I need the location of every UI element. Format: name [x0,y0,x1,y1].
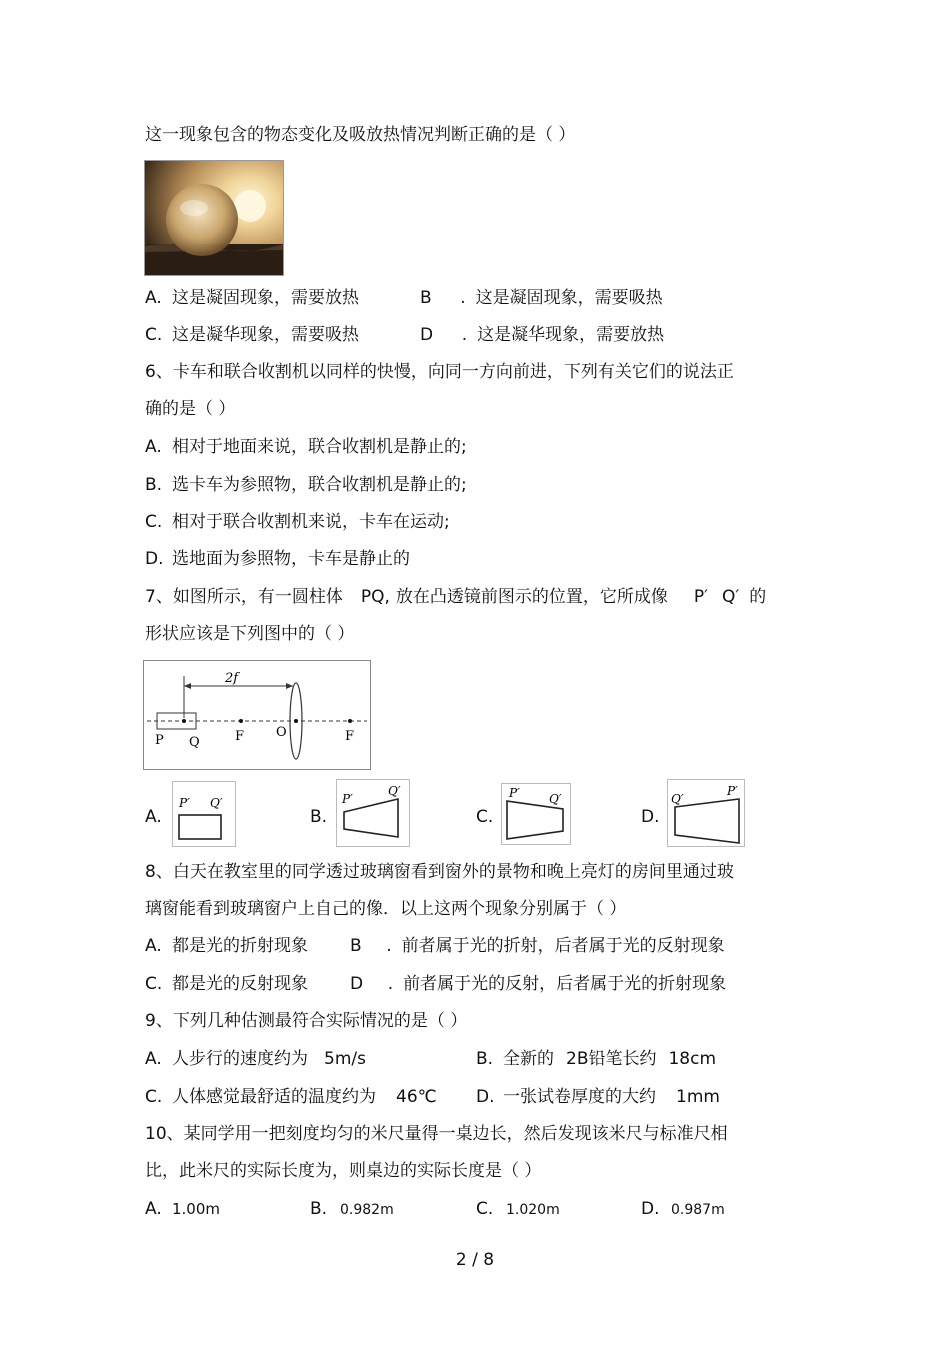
label-2f: 2f [225,671,239,686]
q6-stem-line1: 6、卡车和联合收割机以同样的快慢，向同一方向前进，下列有关它们的说法正 [145,362,734,382]
q9-option-d[interactable]: D. 一张试卷厚度的大约 1mm [476,1087,720,1107]
q8-option-c[interactable]: C. 都是光的反射现象 [145,974,308,994]
q7-stem-line2: 形状应该是下列图中的（ ） [145,624,355,644]
q7-option-c-letter[interactable]: C. [476,807,494,827]
q6-option-a[interactable]: A. 相对于地面来说，联合收割机是静止的; [145,437,467,457]
q10-stem-line1: 10、某同学用一把刻度均匀的米尺量得一桌边长，然后发现该米尺与标准尺相 [145,1124,728,1144]
q10-option-b[interactable]: B. 0.982m [310,1199,394,1219]
svg-text:P′: P′ [727,784,738,798]
q9-stem: 9、下列几种估测最符合实际情况的是（ ） [145,1011,468,1031]
label-f-right: F [345,729,355,744]
q9-option-c[interactable]: C. 人体感觉最舒适的温度约为 46℃ [145,1087,437,1107]
q6-option-c[interactable]: C. 相对于联合收割机来说，卡车在运动; [145,512,450,532]
q7-stem-line1: 7、如图所示，有一圆柱体 PQ, 放在凸透镜前图示的位置，它所成像 P′ Q′ 的 [145,587,767,607]
q8-option-b[interactable]: B . 前者属于光的折射，后者属于光的反射现象 [350,936,725,956]
q8-option-d[interactable]: D . 前者属于光的反射，后者属于光的折射现象 [350,974,727,994]
q7-option-d-letter[interactable]: D. [641,807,660,827]
q5-stem: 这一现象包含的物态变化及吸放热情况判断正确的是（ ） [145,125,576,145]
q7-option-b-figure[interactable] [336,779,410,847]
q7-option-d-figure[interactable] [667,779,745,847]
page-number: 2 / 8 [455,1250,495,1270]
q7-option-c-figure[interactable] [501,783,571,845]
svg-text:P′: P′ [342,792,353,806]
label-q: Q [189,735,200,750]
svg-text:Q′: Q′ [549,792,562,806]
lens-diagram [143,660,371,770]
q8-option-a[interactable]: A. 都是光的折射现象 [145,936,308,956]
q8-stem-line1: 8、白天在教室里的同学透过玻璃窗看到窗外的景物和晚上亮灯的房间里通过玻 [145,862,734,882]
q7-option-a-letter[interactable]: A. [145,807,162,827]
q7-option-b-letter[interactable]: B. [310,807,328,827]
q5-option-c[interactable]: C. 这是凝华现象，需要吸热 [145,325,359,345]
svg-text:P′: P′ [509,786,520,800]
q6-option-d[interactable]: D. 选地面为参照物，卡车是静止的 [145,549,410,569]
q5-option-b[interactable]: B . 这是凝固现象，需要吸热 [420,288,663,308]
q10-option-d[interactable]: D. 0.987m [641,1199,725,1219]
svg-text:Q′: Q′ [388,784,401,798]
q10-option-a[interactable]: A. 1.00m [145,1199,221,1219]
q6-option-b[interactable]: B. 选卡车为参照物，联合收割机是静止的; [145,475,467,495]
frozen-bubble-photo [144,160,284,276]
q10-stem-line2: 比，此米尺的实际长度为，则桌边的实际长度是（ ） [145,1161,542,1181]
q5-option-d[interactable]: D . 这是凝华现象，需要放热 [420,325,665,345]
q9-option-a[interactable]: A. 人步行的速度约为 5m/s [145,1049,366,1069]
svg-text:Q′: Q′ [210,796,223,810]
q6-stem-line2: 确的是（ ） [145,399,236,419]
svg-text:Q′: Q′ [671,792,684,806]
q8-stem-line2: 璃窗能看到玻璃窗户上自己的像．以上这两个现象分别属于（ ） [145,899,627,919]
label-p: P [155,733,164,748]
q9-option-b[interactable]: B. 全新的 2B铅笔长约 18cm [476,1049,717,1069]
label-f-left: F [235,729,245,744]
q7-option-a-figure[interactable] [172,781,236,847]
svg-text:P′: P′ [179,796,190,810]
label-o: O [276,725,287,740]
q5-option-a[interactable]: A. 这是凝固现象，需要放热 [145,288,359,308]
q10-option-c[interactable]: C. 1.020m [476,1199,560,1219]
